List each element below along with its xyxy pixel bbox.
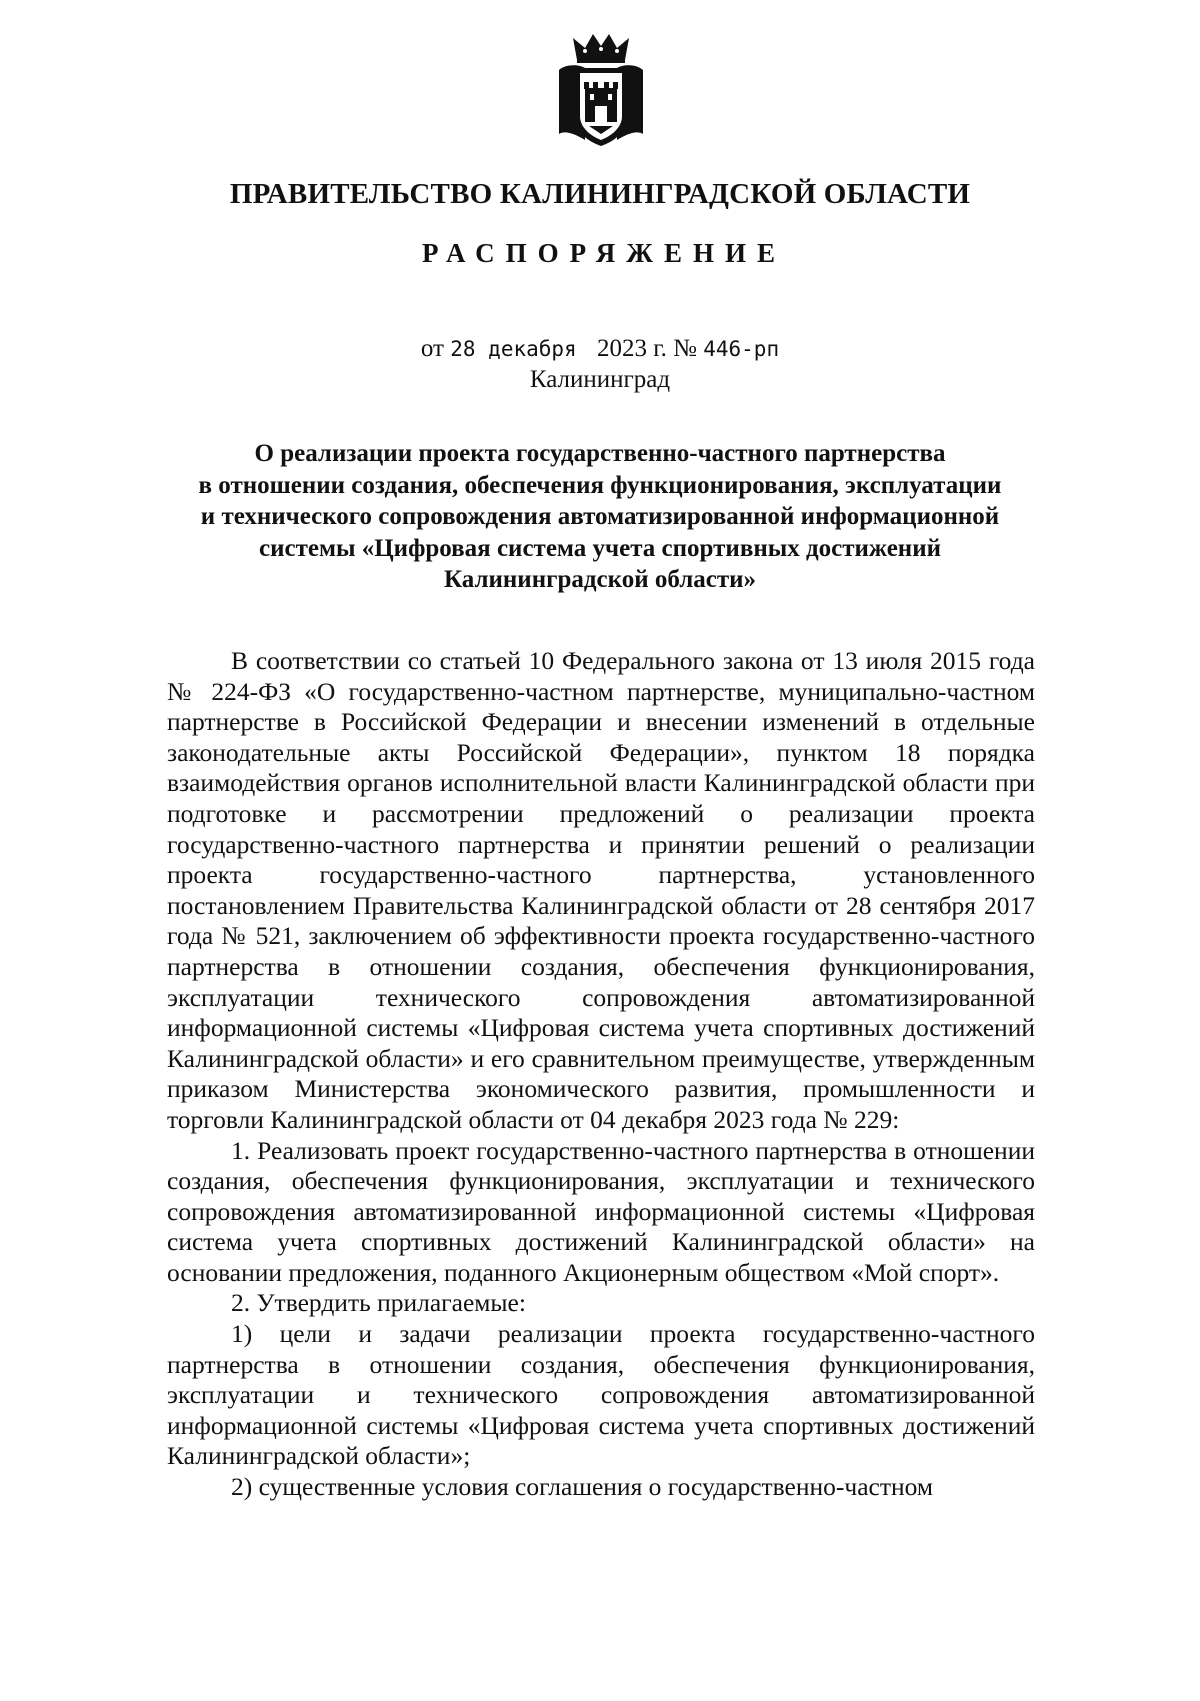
clause-1: 1. Реализовать проект государственно-частного партнерства в отношении создания, обеспечения функционирования, эксплуатации и технического сопровождения автоматизированной информационной системы «Цифровая система учета спортивных достижений Калининградской области» на основании предложения, поданного Акционерным обществом «Мой спорт». xyxy=(167,1135,1035,1287)
organization-title: ПРАВИТЕЛЬСТВО КАЛИНИНГРАДСКОЙ ОБЛАСТИ xyxy=(229,178,971,210)
document-body xyxy=(167,646,1035,1503)
preamble-paragraph: В соответствии со статьей 10 Федерального закона от 13 июля 2015 года № 224-ФЗ «О государственно-частном партнерстве, муниципально-частном партнерстве в Российской Федерации и внесении изменений в отдельные законодательные акты Российской Федерации», пунктом 18 порядка взаимодействия органов исполнительной власти Калининградской области при подготовке и рассмотрении предложений о реализации проекта государственно-частного партнерства и принятии решений о реализации проекта государственно-частного партнерства, установленного постановлением Правительства Калининградской области от 28 сентября 2017 года № 521, заключением об эффективности проекта государственно-частного партнерства в отношении создания, обеспечения функционирования, эксплуатации технического сопровождения автоматизированной информационной системы «Цифровая система учета спортивных достижений Калининградской области» и его сравнительном преимуществе, утвержденным приказом Министерства экономического развития, промышленности и торговли Калининградской области от 04 декабря 2023 года № 229: xyxy=(167,646,1035,1134)
registration-line xyxy=(0,335,1200,363)
document-subject xyxy=(170,438,1030,596)
number-sign: № xyxy=(673,335,697,362)
subject-line: О реализации проекта государственно-частного партнерства xyxy=(254,440,946,467)
subject-line: системы «Цифровая система учета спортивных достижений xyxy=(258,534,942,562)
subject-line: Калининградской области» xyxy=(443,566,757,593)
clause-2-1: 1) цели и задачи реализации проекта государственно-частного партнерства в отношении создания, обеспечения функционирования, эксплуатации и технического сопровождения автоматизированной информационной системы «Цифровая система учета спортивных достижений Калининградской области»; xyxy=(167,1319,1035,1471)
document-number: 446-рп xyxy=(703,337,780,361)
clause-2: 2. Утвердить прилагаемые: xyxy=(231,1288,526,1318)
subject-line: и технического сопровождения автоматизированной информационной xyxy=(200,503,1000,530)
city: Калининград xyxy=(529,366,671,393)
coat-of-arms-icon xyxy=(555,30,647,148)
date-day-month: 28 декабря xyxy=(450,337,577,361)
date-year: 2023 г. xyxy=(596,335,667,362)
clause-2-2: 2) существенные условия соглашения о государственно-частном xyxy=(231,1472,934,1502)
document-type: РАСПОРЯЖЕНИЕ xyxy=(421,238,787,268)
subject-line: в отношении создания, обеспечения функционирования, эксплуатации xyxy=(198,471,1002,499)
date-prefix: от xyxy=(420,335,444,362)
